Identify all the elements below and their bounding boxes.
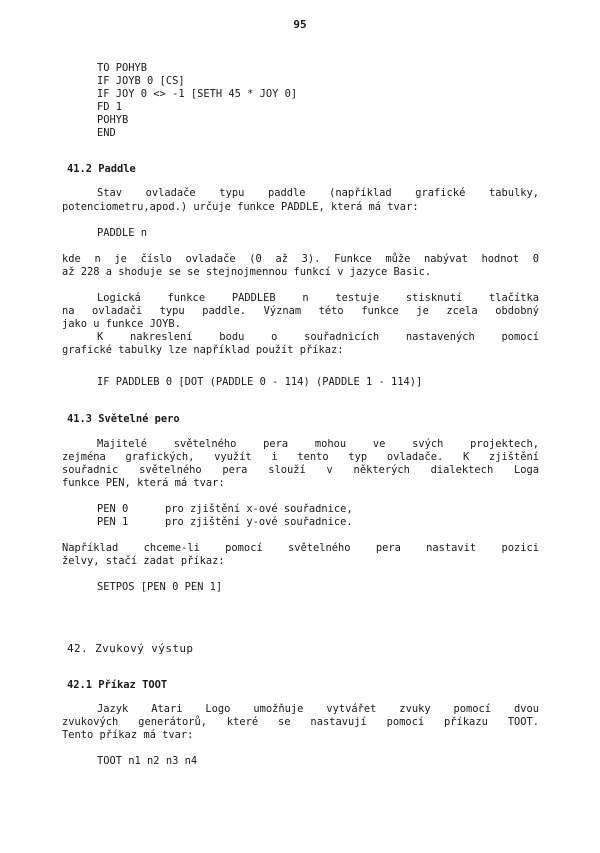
paragraph-line: K nakreslení bodu o souřadnicích nastavených pomocí [97, 331, 539, 343]
paragraph-line: Jazyk Atari Logo umožňuje vytvářet zvuky pomocí dvou [97, 703, 539, 715]
pen-command: PEN 1 [97, 516, 129, 528]
code-line: IF PADDLEB 0 [DOT (PADDLE 0 - 114) (PADDLE 1 - 114)] [97, 376, 423, 388]
code-line: IF JOY 0 <> -1 [SETH 45 * JOY 0] [97, 88, 298, 100]
page-number: 95 [293, 18, 307, 31]
pen-description: pro zjištění x-ové souřadnice, [165, 503, 353, 515]
paragraph-line: Stav ovladače typu paddle (například grafické tabulky, [97, 187, 539, 199]
paragraph-line: kde n je číslo ovladače (0 až 3). Funkce může nabývat hodnot 0 [62, 253, 539, 265]
paragraph-line: jako u funkce JOYB. [62, 318, 181, 330]
pen-description: pro zjištění y-ové souřadnice. [165, 516, 353, 528]
code-line: SETPOS [PEN 0 PEN 1] [97, 581, 223, 593]
code-line: IF JOYB 0 [CS] [97, 75, 185, 87]
paragraph-line: zvukových generátorů, které se nastavují pomocí příkazu TOOT. [62, 716, 539, 728]
section-heading: 41.3 Světelné pero [67, 413, 180, 425]
paragraph-line: Majitelé světelného pera mohou ve svých projektech, [97, 438, 539, 450]
paragraph-line: grafické tabulky lze například použít příkaz: [62, 344, 344, 356]
paragraph-line: želvy, stačí zadat příkaz: [62, 555, 225, 567]
paragraph-line: potenciometru,apod.) určuje funkce PADDLE, která má tvar: [62, 201, 419, 213]
code-line: TO POHYB [97, 62, 148, 74]
paragraph-line: Tento příkaz má tvar: [62, 729, 194, 741]
paragraph-line: Logická funkce PADDLEB n testuje stisknutí tlačítka [97, 292, 539, 304]
paragraph-line: až 228 a shoduje se se stejnojmennou funkcí v jazyce Basic. [62, 266, 432, 278]
code-line: TOOT n1 n2 n3 n4 [97, 755, 198, 767]
paragraph-line: funkce PEN, která má tvar: [62, 477, 225, 489]
paragraph-line: zejména grafických, využít i tento typ ovladače. K zjištění [62, 451, 539, 463]
section-heading: 42.1 Příkaz TOOT [67, 679, 168, 691]
code-line: END [97, 127, 116, 139]
code-line: POHYB [97, 114, 129, 126]
chapter-heading: 42. Zvukový výstup [67, 642, 194, 655]
paragraph-line: souřadnic světelného pera slouží v některých dialektech Loga [62, 464, 539, 476]
section-heading: 41.2 Paddle [67, 163, 136, 175]
paragraph-line: Například chceme-li pomocí světelného pera nastavit pozici [62, 542, 539, 554]
paragraph-line: na ovladači typu paddle. Význam této funkce je zcela obdobný [62, 305, 539, 317]
code-line: PADDLE n [97, 227, 148, 239]
pen-command: PEN 0 [97, 503, 129, 515]
code-line: FD 1 [97, 101, 123, 113]
